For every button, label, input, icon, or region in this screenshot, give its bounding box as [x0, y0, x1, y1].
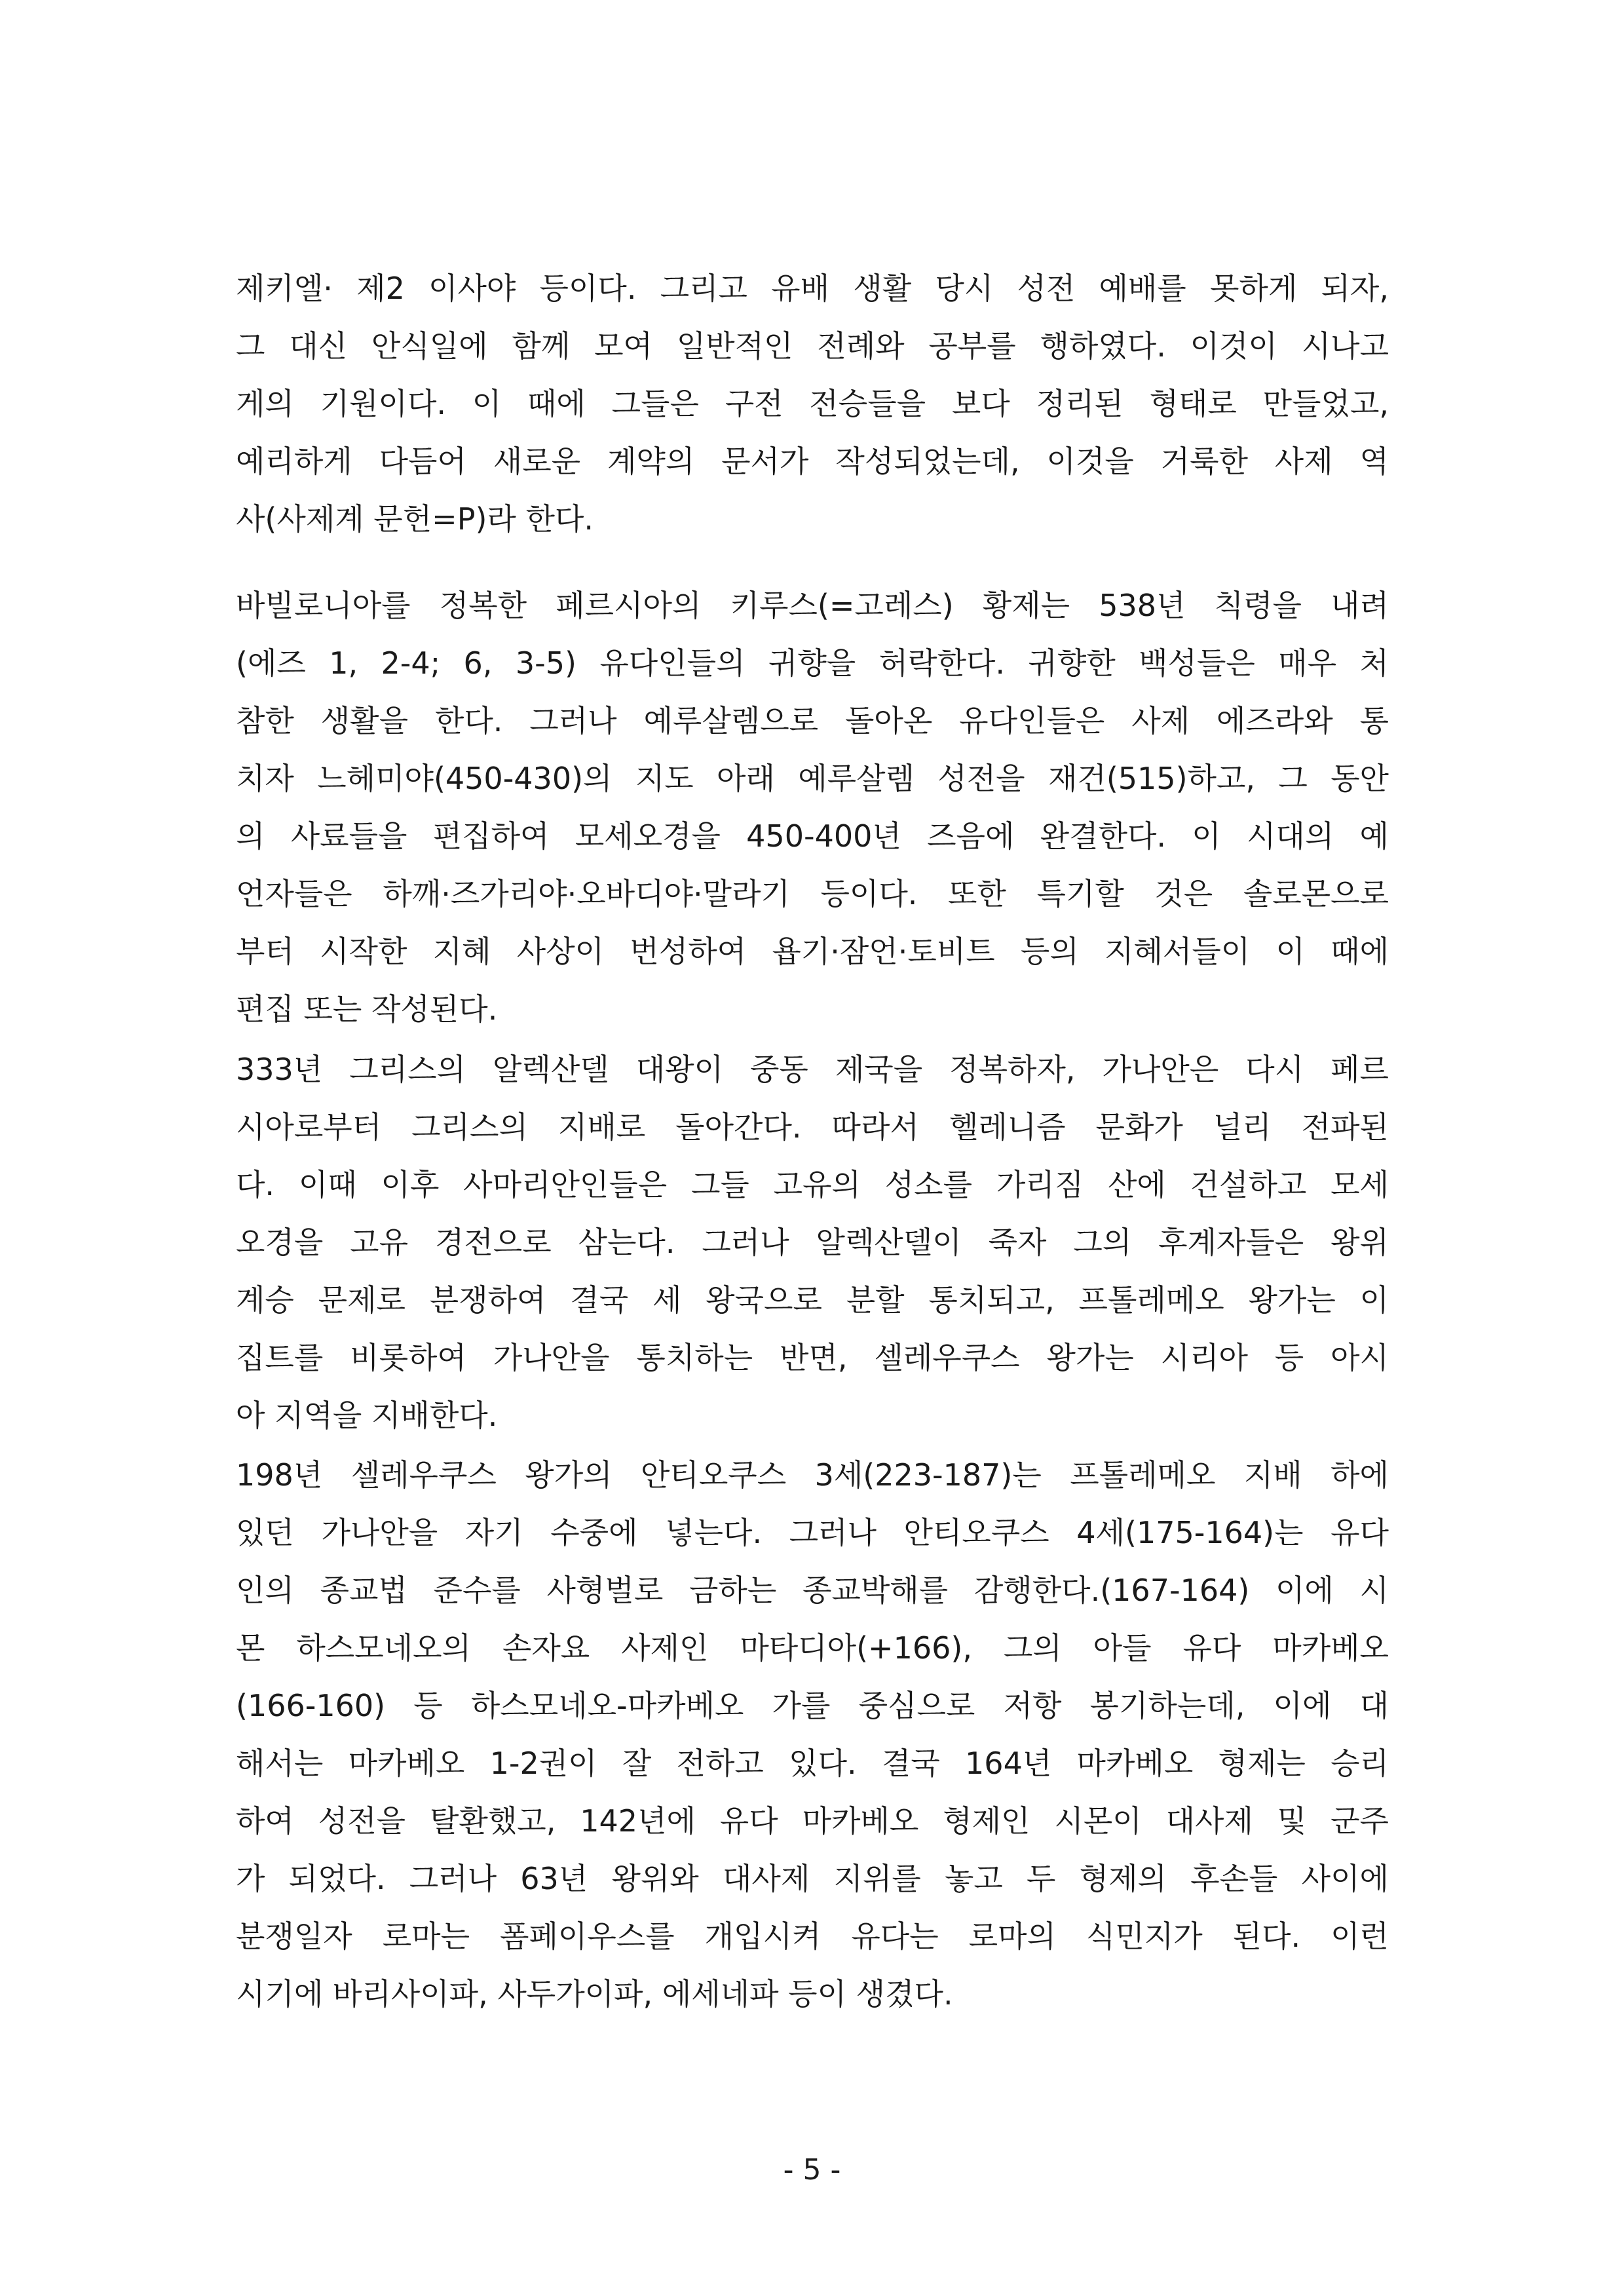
- paragraph-line: 참한 생활을 한다. 그러나 예루살렘으로 돌아온 유다인들은 사제 에즈라와 통: [236, 703, 1389, 738]
- paragraph-line: 치자 느헤미야(450-430)의 지도 아래 예루살렘 성전을 재건(515)하고, 그 동안: [236, 761, 1389, 796]
- paragraph-3: [236, 1041, 1389, 1444]
- paragraph-line: 198년 셀레우쿠스 왕가의 안티오쿠스 3세(223-187)는 프톨레메오 지배 하에: [236, 1457, 1389, 1493]
- paragraph-1: [236, 259, 1389, 548]
- paragraph-line: 집트를 비롯하여 가나안을 통치하는 반면, 셀레우쿠스 왕가는 시리아 등 아시: [236, 1340, 1389, 1375]
- paragraph-line: 부터 시작한 지혜 사상이 번성하여 욥기·잠언·토비트 등의 지혜서들이 이 때에: [236, 934, 1389, 969]
- paragraph-line: 분쟁일자 로마는 폼페이우스를 개입시켜 유다는 로마의 식민지가 된다. 이런: [236, 1919, 1389, 1954]
- paragraph-line: 해서는 마카베오 1-2권이 잘 전하고 있다. 결국 164년 마카베오 형제는 승리: [236, 1746, 1389, 1781]
- paragraph-line: 의 사료들을 편집하여 모세오경을 450-400년 즈음에 완결한다. 이 시대의 예: [236, 818, 1389, 854]
- paragraph-line: 오경을 고유 경전으로 삼는다. 그러나 알렉산델이 죽자 그의 후계자들은 왕위: [236, 1225, 1389, 1260]
- paragraph-line: 바빌로니아를 정복한 페르시아의 키루스(=고레스) 황제는 538년 칙령을 내려: [236, 588, 1389, 623]
- paragraph-line: 언자들은 하깨·즈가리야·오바디야·말라기 등이다. 또한 특기할 것은 솔로몬으로: [236, 876, 1389, 911]
- paragraph-line: 그 대신 안식일에 함께 모여 일반적인 전례와 공부를 행하였다. 이것이 시나고: [236, 328, 1389, 364]
- paragraph-line: 있던 가나안을 자기 수중에 넣는다. 그러나 안티오쿠스 4세(175-164)는 유다: [236, 1515, 1389, 1550]
- paragraph-line: 시기에 바리사이파, 사두가이파, 에세네파 등이 생겼다.: [236, 1976, 953, 2012]
- paragraph-line: (166-160) 등 하스모네오-마카베오 가를 중심으로 저항 봉기하는데, 이에 대: [236, 1688, 1389, 1723]
- page-number: - 5 -: [783, 2153, 841, 2187]
- paragraph-line: 333년 그리스의 알렉산델 대왕이 중동 제국을 정복하자, 가나안은 다시 페르: [236, 1052, 1389, 1087]
- paragraph-line: 게의 기원이다. 이 때에 그들은 구전 전승들을 보다 정리된 형태로 만들었고,: [236, 386, 1389, 421]
- paragraph-line: 편집 또는 작성된다.: [236, 991, 498, 1027]
- paragraph-line: 하여 성전을 탈환했고, 142년에 유다 마카베오 형제인 시몬이 대사제 및 군주: [236, 1803, 1389, 1839]
- paragraph-line: 예리하게 다듬어 새로운 계약의 문서가 작성되었는데, 이것을 거룩한 사제 역: [236, 444, 1389, 479]
- paragraph-line: 사(사제계 문헌=P)라 한다.: [236, 501, 594, 537]
- paragraph-2: [236, 577, 1389, 1038]
- paragraph-line: 인의 종교법 준수를 사형벌로 금하는 종교박해를 감행한다.(167-164) 이에 시: [236, 1573, 1389, 1608]
- paragraph-line: 계승 문제로 분쟁하여 결국 세 왕국으로 분할 통치되고, 프톨레메오 왕가는 이: [236, 1282, 1389, 1318]
- paragraph-line: 아 지역을 지배한다.: [236, 1398, 498, 1433]
- paragraph-line: 몬 하스모네오의 손자요 사제인 마타디아(+166), 그의 아들 유다 마카베오: [236, 1630, 1389, 1666]
- paragraph-line: 제키엘· 제2 이사야 등이다. 그리고 유배 생활 당시 성전 예배를 못하게 되자,: [236, 271, 1389, 306]
- paragraph-line: 시아로부터 그리스의 지배로 돌아간다. 따라서 헬레니즘 문화가 널리 전파된: [236, 1109, 1389, 1145]
- paragraph-line: (에즈 1, 2-4; 6, 3-5) 유다인들의 귀향을 허락한다. 귀향한 백성들은 매우 처: [236, 645, 1389, 681]
- paragraph-line: 가 되었다. 그러나 63년 왕위와 대사제 지위를 놓고 두 형제의 후손들 사이에: [236, 1861, 1389, 1896]
- paragraph-line: 다. 이때 이후 사마리안인들은 그들 고유의 성소를 가리짐 산에 건설하고 모세: [236, 1167, 1389, 1202]
- paragraph-4: [236, 1446, 1389, 2023]
